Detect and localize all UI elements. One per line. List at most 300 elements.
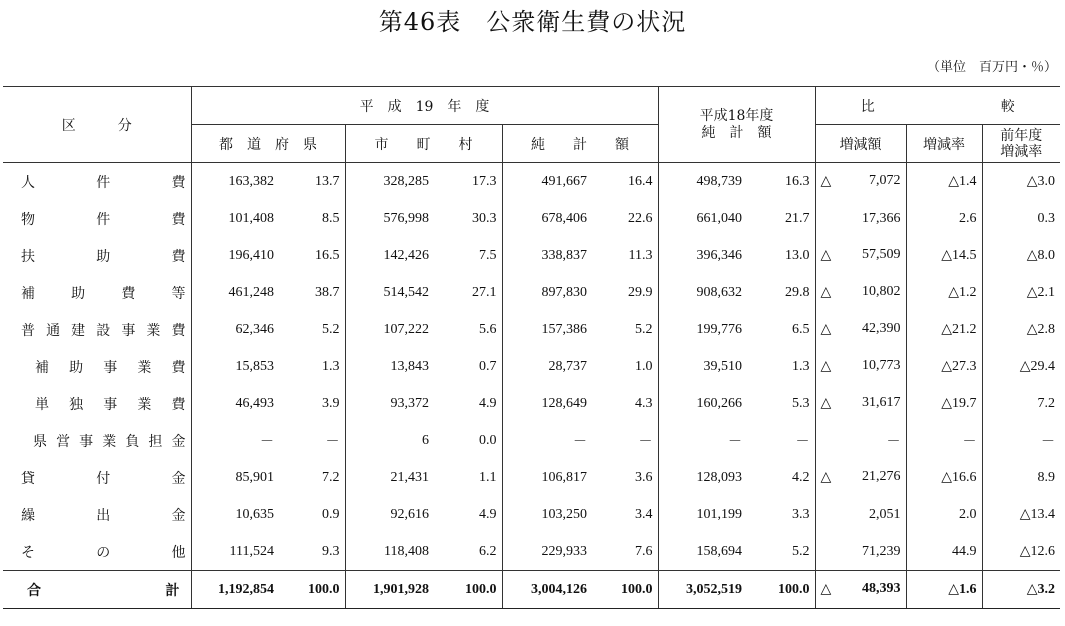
row-label-char: 補 (21, 285, 35, 302)
row-label-char: 費 (171, 322, 186, 339)
decrease-mark: △ (820, 470, 832, 485)
cell-pref-pct (279, 422, 345, 459)
cell-chg (815, 533, 906, 571)
row-label (3, 422, 191, 459)
row-label-char: 事 (103, 396, 118, 413)
cell-value: 3,004,126 (531, 581, 587, 597)
cell-value: 29.4 (1030, 359, 1056, 374)
cell-prev (982, 533, 1060, 571)
row-label (3, 274, 191, 311)
table-title: 第46表 公衆衛生費の状況 (378, 8, 687, 36)
cell-value: 101,408 (228, 210, 274, 226)
cell-net-pct (592, 385, 658, 422)
cell-net-pct (592, 200, 658, 237)
decrease-mark: △ (1026, 174, 1038, 189)
cell-value: 1.4 (959, 174, 977, 189)
cell-value: 142,426 (383, 247, 429, 263)
cell-pref (191, 533, 279, 571)
cell-muni-pct (434, 571, 502, 609)
cell-prev (982, 496, 1060, 533)
row-label-char: 業 (146, 322, 161, 339)
cell-value: 103,250 (541, 506, 587, 522)
cell-prev (982, 237, 1060, 274)
cell-net-pct (592, 459, 658, 496)
cell-net (502, 200, 592, 237)
row-label (3, 496, 191, 533)
row-label (3, 200, 191, 237)
row-label-char: 建 (71, 322, 86, 339)
cell-value: 6 (422, 432, 429, 448)
cell-value: 2,051 (869, 506, 901, 522)
cell-value: 14.5 (952, 248, 977, 263)
cell-net-pct (592, 311, 658, 348)
cell-value: 31,617 (862, 395, 901, 410)
cell-value: 46,493 (235, 395, 274, 411)
cell-net (502, 385, 592, 422)
cell-value: 29.9 (628, 284, 653, 300)
cell-muni (345, 385, 434, 422)
table-row (3, 237, 1060, 274)
cell-prev (982, 385, 1060, 422)
decrease-mark: △ (948, 582, 960, 597)
table-row (3, 459, 1060, 496)
cell-value: 338,837 (541, 247, 587, 263)
cell-rate (906, 385, 982, 422)
cell-net18 (658, 311, 747, 348)
cell-net (502, 496, 592, 533)
cell-pref (191, 348, 279, 385)
table-row (3, 200, 1060, 237)
cell-value: 62,346 (235, 321, 274, 337)
cell-muni (345, 237, 434, 274)
row-label-char: 独 (69, 396, 84, 413)
cell-value: 71,239 (862, 543, 901, 559)
cell-rate (906, 348, 982, 385)
cell-value: － (573, 434, 587, 450)
cell-value: 21,431 (390, 469, 429, 485)
cell-value: 7.6 (635, 543, 653, 559)
cell-prev (982, 274, 1060, 311)
cell-value: 396,346 (696, 247, 743, 263)
cell-pref-pct (279, 200, 345, 237)
cell-value: 2.0 (959, 506, 977, 522)
cell-prev (982, 571, 1060, 609)
cell-net18-pct (747, 496, 815, 533)
row-label-char: 費 (171, 211, 186, 228)
cell-value: 10,635 (235, 506, 274, 522)
cell-muni (345, 163, 434, 201)
cell-net18 (658, 274, 747, 311)
cell-pref (191, 496, 279, 533)
cell-value: 85,901 (235, 469, 274, 485)
decrease-mark: △ (820, 174, 832, 189)
cell-value: 42,390 (862, 321, 901, 336)
cell-value: 128,649 (541, 395, 587, 411)
cell-value: 4.9 (479, 395, 497, 411)
header-year18-line2: 純 計 額 (701, 124, 772, 141)
cell-rate (906, 237, 982, 274)
row-label-char: 人 (21, 174, 35, 191)
cell-value: － (325, 434, 340, 450)
cell-muni-pct (434, 348, 502, 385)
cell-pref (191, 459, 279, 496)
cell-value: 0.3 (1037, 210, 1056, 226)
cell-net18-pct (747, 459, 815, 496)
cell-value: 100.0 (621, 581, 653, 597)
cell-value: 1.3 (322, 358, 340, 374)
decrease-mark: △ (1019, 507, 1031, 522)
row-label-char: 費 (171, 174, 186, 191)
cell-value: 328,285 (383, 173, 429, 189)
row-label-char: 助 (71, 285, 86, 302)
cell-value: 16.3 (785, 173, 810, 189)
cell-value: 7,072 (869, 173, 901, 188)
cell-value: 3.4 (635, 506, 653, 522)
cell-rate (906, 533, 982, 571)
decrease-mark: △ (1026, 248, 1038, 263)
row-label-char: 通 (46, 322, 61, 339)
cell-value: 8.5 (322, 210, 340, 226)
cell-value: 15,853 (235, 358, 274, 374)
row-label-char: 件 (96, 211, 111, 228)
row-label-char: 貸 (21, 470, 35, 487)
cell-net-pct (592, 163, 658, 201)
cell-muni-pct (434, 200, 502, 237)
cell-net18-pct (747, 385, 815, 422)
row-label-char: 助 (69, 359, 84, 376)
cell-value: 661,040 (696, 210, 743, 226)
table-row (3, 311, 1060, 348)
cell-muni (345, 274, 434, 311)
cell-value: 1,901,928 (373, 581, 429, 597)
cell-muni-pct (434, 533, 502, 571)
cell-value: 118,408 (384, 543, 429, 559)
cell-net-pct (592, 348, 658, 385)
cell-prev (982, 459, 1060, 496)
cell-value: 21.7 (785, 210, 810, 226)
cell-rate (906, 496, 982, 533)
cell-rate (906, 274, 982, 311)
cell-pref (191, 422, 279, 459)
cell-chg (815, 237, 906, 274)
cell-value: 10,773 (862, 358, 901, 373)
decrease-mark: △ (941, 359, 953, 374)
cell-value: 1.6 (959, 582, 977, 597)
cell-muni-pct (434, 496, 502, 533)
cell-value: 158,694 (696, 543, 743, 559)
cell-value: 5.6 (479, 321, 497, 337)
cell-net18 (658, 459, 747, 496)
cell-value: 491,667 (541, 173, 587, 189)
cell-value: － (886, 434, 901, 450)
decrease-mark: △ (1026, 582, 1038, 597)
header-prefecture: 都 道 府 県 (191, 125, 345, 163)
cell-net18-pct (747, 571, 815, 609)
table-row (3, 274, 1060, 311)
cell-net (502, 237, 592, 274)
cell-value: 111,524 (229, 543, 274, 559)
decrease-mark: △ (820, 285, 832, 300)
row-label-char: 等 (171, 285, 186, 302)
cell-value: 1.1 (479, 469, 497, 485)
cell-value: 57,509 (862, 247, 901, 262)
table-row (3, 571, 1060, 609)
row-label-char: 事 (103, 359, 118, 376)
cell-net18 (658, 571, 747, 609)
cell-value: 3.6 (635, 469, 653, 485)
cell-pref (191, 200, 279, 237)
row-label-char: の (96, 544, 111, 561)
header-category: 区 分 (3, 87, 191, 163)
cell-net18-pct (747, 422, 815, 459)
cell-value: 5.2 (792, 543, 810, 559)
row-label-char: 費 (121, 285, 136, 302)
cell-value: 27.3 (952, 359, 977, 374)
cell-net (502, 163, 592, 201)
cell-value: 4.2 (792, 469, 810, 485)
cell-value: 8.9 (1037, 469, 1056, 485)
row-label (3, 459, 191, 496)
row-label-char: 業 (137, 359, 152, 376)
cell-value: 17,366 (862, 210, 901, 226)
cell-net18-pct (747, 200, 815, 237)
cell-value: 3.2 (1037, 582, 1056, 597)
cell-value: 7.2 (322, 469, 340, 485)
row-label-char: 金 (171, 507, 186, 524)
cell-net (502, 422, 592, 459)
cell-net18-pct (747, 274, 815, 311)
cell-value: 9.3 (322, 543, 340, 559)
cell-pref-pct (279, 533, 345, 571)
cell-muni (345, 200, 434, 237)
cell-net (502, 274, 592, 311)
cell-value: 17.3 (472, 173, 497, 189)
cell-value: 48,393 (862, 581, 901, 596)
table-row (3, 422, 1060, 459)
cell-value: 3.0 (1037, 174, 1056, 189)
cell-value: 44.9 (952, 543, 977, 559)
cell-value: 5.2 (635, 321, 653, 337)
cell-value: － (728, 434, 743, 450)
cell-net18 (658, 496, 747, 533)
row-label-char: 費 (171, 359, 186, 376)
cell-pref (191, 274, 279, 311)
row-label-char: 営 (56, 433, 71, 450)
cell-prev (982, 422, 1060, 459)
cell-value: － (1041, 434, 1056, 450)
cell-value: 106,817 (541, 469, 587, 485)
cell-muni (345, 422, 434, 459)
decrease-mark: △ (820, 396, 832, 411)
cell-pref-pct (279, 311, 345, 348)
cell-value: 1.0 (635, 358, 653, 374)
cell-net18 (658, 385, 747, 422)
cell-value: 576,998 (383, 210, 429, 226)
cell-value: 100.0 (465, 581, 497, 597)
cell-value: 12.6 (1030, 544, 1056, 559)
row-label-char: 金 (171, 470, 186, 487)
row-label-char: 繰 (21, 507, 35, 524)
cell-pref-pct (279, 348, 345, 385)
row-label-char: 計 (165, 581, 180, 598)
cell-value: 2.6 (959, 210, 977, 226)
cell-value: 229,933 (541, 543, 587, 559)
row-label-char: 普 (21, 322, 35, 339)
cell-value: 11.3 (628, 247, 653, 263)
row-label-char: 付 (96, 470, 111, 487)
cell-chg (815, 163, 906, 201)
header-year18 (658, 87, 815, 163)
cell-muni (345, 496, 434, 533)
row-label-char: 費 (171, 248, 186, 265)
row-label (3, 571, 191, 609)
cell-net18 (658, 422, 747, 459)
cell-value: 39,510 (703, 358, 743, 374)
cell-value: 3.3 (792, 506, 810, 522)
cell-pref-pct (279, 274, 345, 311)
table-row (3, 163, 1060, 201)
row-label-char: 他 (171, 544, 186, 561)
cell-value: 16.4 (628, 173, 653, 189)
decrease-mark: △ (948, 174, 960, 189)
cell-pref (191, 311, 279, 348)
decrease-mark: △ (941, 248, 953, 263)
cell-prev (982, 163, 1060, 201)
row-label-char: 単 (35, 396, 49, 413)
row-label-char: 担 (148, 433, 163, 450)
cell-rate (906, 200, 982, 237)
row-label (3, 348, 191, 385)
cell-net18-pct (747, 163, 815, 201)
cell-value: 38.7 (315, 284, 340, 300)
cell-value: 22.6 (628, 210, 653, 226)
cell-pref-pct (279, 571, 345, 609)
cell-value: 21.2 (952, 322, 977, 337)
row-label-char: 負 (125, 433, 140, 450)
cell-chg (815, 274, 906, 311)
row-label-char: 金 (171, 433, 186, 450)
cell-value: 101,199 (696, 506, 743, 522)
row-label-char: 費 (171, 396, 186, 413)
row-label-char: 業 (137, 396, 152, 413)
header-change-rate: 増減率 (906, 125, 982, 163)
row-label-char: 合 (27, 581, 41, 598)
cell-muni (345, 459, 434, 496)
cell-value: － (638, 434, 653, 450)
cell-muni-pct (434, 459, 502, 496)
row-label-char: 助 (96, 248, 111, 265)
cell-value: 6.5 (792, 321, 810, 337)
cell-pref-pct (279, 237, 345, 274)
cell-value: 21,276 (862, 469, 901, 484)
cell-muni (345, 571, 434, 609)
decrease-mark: △ (941, 470, 953, 485)
cell-chg (815, 571, 906, 609)
cell-value: 2.8 (1037, 322, 1056, 337)
cell-value: 678,406 (541, 210, 587, 226)
cell-net18-pct (747, 348, 815, 385)
row-label-char: 業 (102, 433, 117, 450)
header-municipal: 市 町 村 (345, 125, 502, 163)
cell-net18 (658, 533, 747, 571)
decrease-mark: △ (941, 322, 953, 337)
decrease-mark: △ (820, 322, 832, 337)
cell-value: 27.1 (472, 284, 497, 300)
cell-net (502, 571, 592, 609)
cell-net-pct (592, 422, 658, 459)
cell-net18-pct (747, 311, 815, 348)
cell-net (502, 348, 592, 385)
table-row (3, 496, 1060, 533)
cell-prev (982, 311, 1060, 348)
cell-net-pct (592, 496, 658, 533)
table-row (3, 533, 1060, 571)
cell-pref (191, 163, 279, 201)
cell-rate (906, 163, 982, 201)
cell-value: 461,248 (228, 284, 274, 300)
cell-chg (815, 459, 906, 496)
cell-value: 7.5 (479, 247, 497, 263)
cell-pref-pct (279, 496, 345, 533)
decrease-mark: △ (820, 582, 832, 597)
cell-pref-pct (279, 385, 345, 422)
cell-value: 1,192,854 (218, 581, 274, 597)
cell-muni (345, 311, 434, 348)
cell-value: 13.4 (1030, 507, 1056, 522)
cell-muni-pct (434, 237, 502, 274)
cell-value: 897,830 (541, 284, 587, 300)
row-label-char: 扶 (21, 248, 35, 265)
cell-prev (982, 200, 1060, 237)
cell-muni (345, 533, 434, 571)
decrease-mark: △ (820, 359, 832, 374)
cell-value: － (962, 434, 977, 450)
decrease-mark: △ (1019, 359, 1031, 374)
cell-value: 0.0 (479, 432, 497, 448)
cell-value: 29.8 (785, 284, 810, 300)
cell-rate (906, 311, 982, 348)
cell-value: 908,632 (696, 284, 743, 300)
decrease-mark: △ (941, 396, 953, 411)
cell-rate (906, 422, 982, 459)
cell-value: 0.7 (479, 358, 497, 374)
cell-value: 0.9 (322, 506, 340, 522)
cell-net (502, 533, 592, 571)
decrease-mark: △ (1026, 285, 1038, 300)
cell-value: 100.0 (308, 581, 340, 597)
cell-value: 128,093 (696, 469, 743, 485)
header-net-total: 純 計 額 (502, 125, 658, 163)
row-label (3, 533, 191, 571)
table-row (3, 348, 1060, 385)
cell-value: 8.0 (1037, 248, 1056, 263)
cell-net-pct (592, 274, 658, 311)
cell-value: 5.2 (322, 321, 340, 337)
row-label (3, 163, 191, 201)
header-year19: 平 成 19 年 度 (191, 87, 658, 125)
decrease-mark: △ (1019, 544, 1031, 559)
cell-value: 100.0 (778, 581, 810, 597)
cell-net-pct (592, 533, 658, 571)
table-body (3, 163, 1060, 609)
cell-value: 19.7 (952, 396, 977, 411)
cell-pref (191, 571, 279, 609)
cell-value: 498,739 (696, 173, 743, 189)
header-prev-line1: 前年度 (1000, 127, 1043, 144)
cell-value: 199,776 (696, 321, 743, 337)
cell-value: 2.1 (1037, 285, 1056, 300)
cell-value: 93,372 (390, 395, 429, 411)
